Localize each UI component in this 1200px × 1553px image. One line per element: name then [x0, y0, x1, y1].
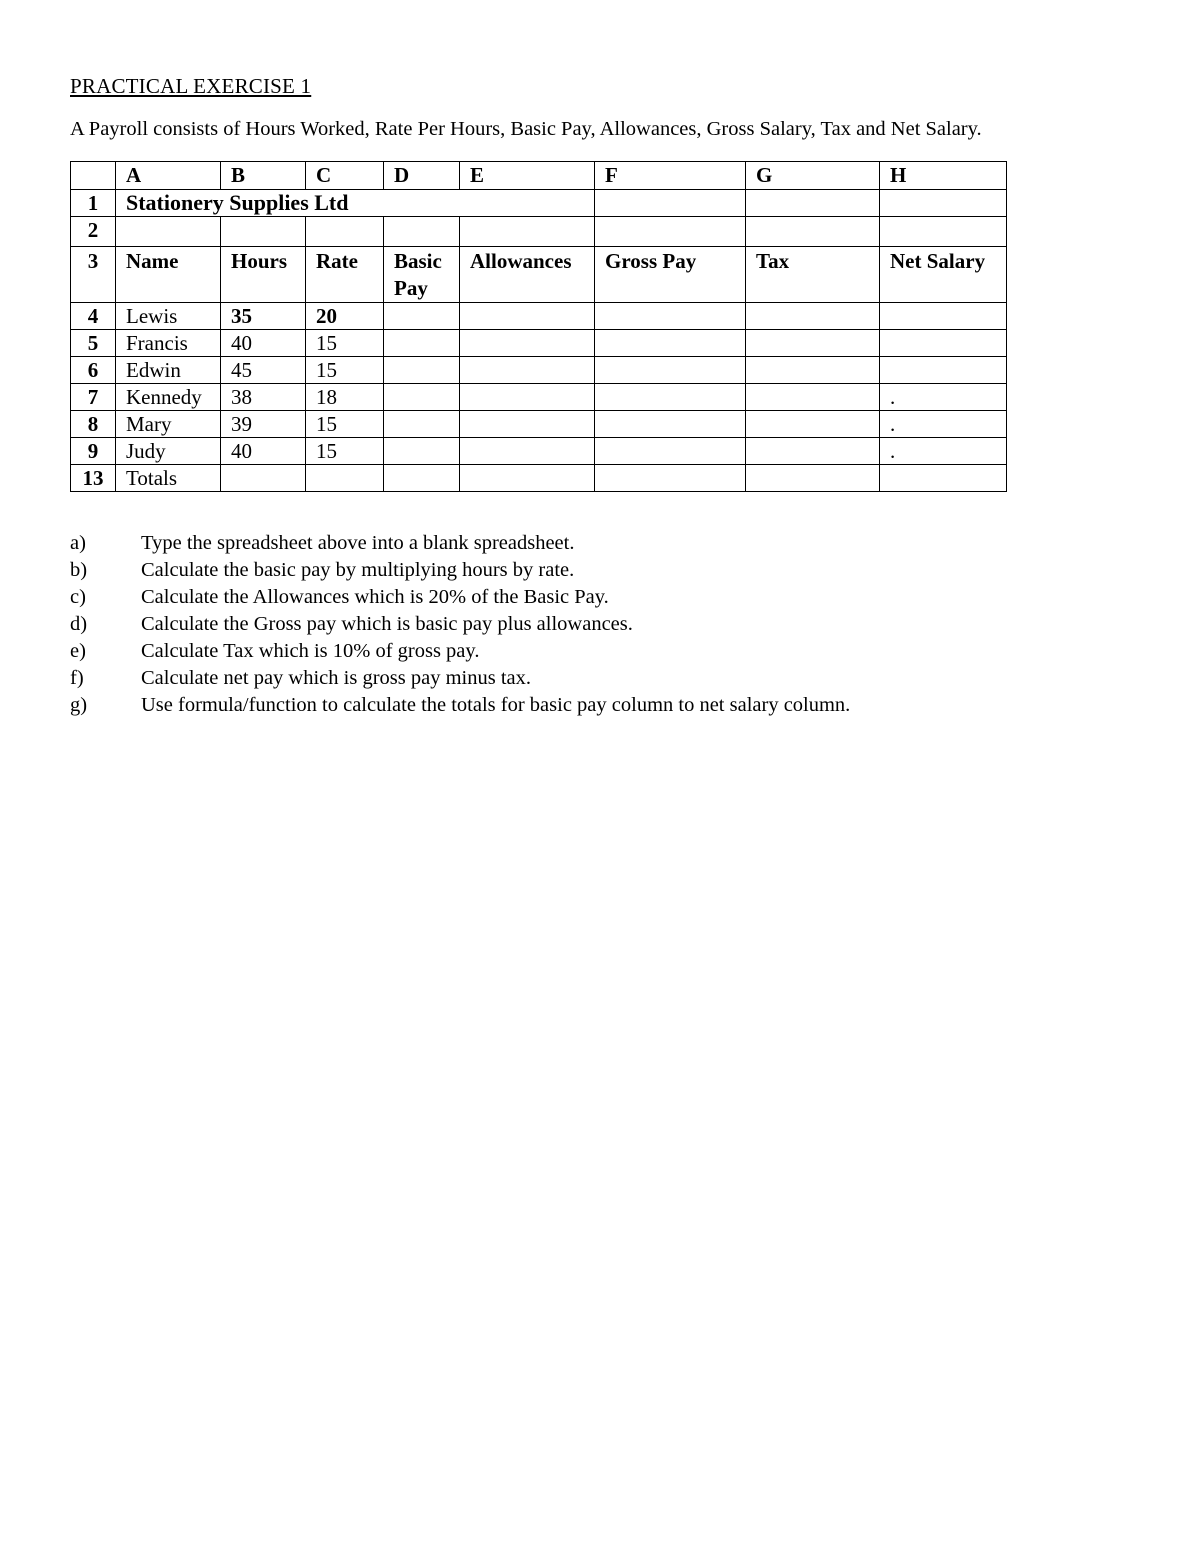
row-number: 13: [71, 465, 116, 492]
empty-cell: [460, 303, 595, 330]
task-label: a): [70, 532, 86, 554]
task-text: Calculate the Allowances which is 20% of the Basic Pay.: [141, 586, 609, 608]
empty-cell: [595, 357, 746, 384]
empty-cell: [746, 357, 880, 384]
list-item: [70, 692, 850, 719]
rate-cell: 18: [306, 384, 384, 411]
net-salary-cell: .: [880, 411, 1007, 438]
empty-cell: [595, 303, 746, 330]
list-item: [70, 611, 850, 638]
task-text: Calculate the Gross pay which is basic pay plus allowances.: [141, 613, 633, 635]
list-item: [70, 638, 850, 665]
empty-cell: [221, 465, 306, 492]
empty-cell: [306, 465, 384, 492]
name-cell: Judy: [116, 438, 221, 465]
row-number: 7: [71, 384, 116, 411]
rate-cell: 15: [306, 357, 384, 384]
list-item: [70, 584, 850, 611]
empty-cell: [384, 303, 460, 330]
row-number: 6: [71, 357, 116, 384]
empty-cell: [384, 411, 460, 438]
name-cell: Francis: [116, 330, 221, 357]
name-cell: Edwin: [116, 357, 221, 384]
row-number: 8: [71, 411, 116, 438]
list-item: [70, 557, 850, 584]
hours-cell: 38: [221, 384, 306, 411]
rate-cell: 15: [306, 438, 384, 465]
header-cell-net-salary: Net Salary: [880, 247, 1007, 303]
header-cell-hours: Hours: [221, 247, 306, 303]
empty-cell: [384, 357, 460, 384]
empty-cell: [460, 330, 595, 357]
empty-cell: [595, 411, 746, 438]
empty-cell: [746, 190, 880, 217]
column-letter: H: [880, 162, 1007, 190]
empty-cell: [460, 357, 595, 384]
empty-cell: [746, 411, 880, 438]
table-row: [71, 438, 1007, 465]
company-row: [71, 190, 1007, 217]
task-label: b): [70, 559, 88, 581]
task-text: Calculate the basic pay by multiplying hours by rate.: [141, 559, 575, 581]
task-label: f): [70, 667, 84, 689]
row-number: 5: [71, 330, 116, 357]
column-letter: G: [746, 162, 880, 190]
empty-cell: [880, 217, 1007, 247]
table-row: [71, 330, 1007, 357]
empty-cell: [595, 384, 746, 411]
empty-cell: [595, 190, 746, 217]
empty-cell: [384, 330, 460, 357]
task-text: Use formula/function to calculate the totals for basic pay column to net salary column.: [141, 694, 851, 716]
list-item: [70, 665, 850, 692]
header-cell-allowances: Allowances: [460, 247, 595, 303]
name-cell: Mary: [116, 411, 221, 438]
intro-text: A Payroll consists of Hours Worked, Rate Per Hours, Basic Pay, Allowances, Gross Salary, Tax and Net Salary.: [70, 118, 982, 140]
hours-cell: 40: [221, 438, 306, 465]
task-text: Type the spreadsheet above into a blank spreadsheet.: [141, 532, 575, 554]
net-salary-cell: [880, 303, 1007, 330]
empty-cell: [460, 217, 595, 247]
empty-cell: [306, 217, 384, 247]
column-letter-row: [71, 162, 1007, 190]
header-cell-tax: Tax: [746, 247, 880, 303]
list-item: [70, 530, 850, 557]
task-text: Calculate net pay which is gross pay minus tax.: [141, 667, 531, 689]
table-row: [71, 357, 1007, 384]
column-letter: E: [460, 162, 595, 190]
task-label: e): [70, 640, 86, 662]
hours-cell: 35: [221, 303, 306, 330]
empty-cell: [746, 438, 880, 465]
header-cell-name: Name: [116, 247, 221, 303]
net-salary-cell: [880, 330, 1007, 357]
header-cell-rate: Rate: [306, 247, 384, 303]
empty-cell: [384, 438, 460, 465]
company-name: Stationery Supplies Ltd: [116, 190, 595, 217]
table-row: [71, 303, 1007, 330]
column-letter: C: [306, 162, 384, 190]
empty-cell: [880, 465, 1007, 492]
hours-cell: 45: [221, 357, 306, 384]
task-text: Calculate Tax which is 10% of gross pay.: [141, 640, 480, 662]
rate-cell: 15: [306, 330, 384, 357]
payroll-table: [70, 161, 1007, 492]
task-label: g): [70, 694, 88, 716]
empty-cell: [116, 217, 221, 247]
totals-row: [71, 465, 1007, 492]
header-row: [71, 247, 1007, 303]
column-letter: B: [221, 162, 306, 190]
empty-cell: [460, 465, 595, 492]
page-title: PRACTICAL EXERCISE 1: [70, 74, 312, 98]
totals-label: Totals: [116, 465, 221, 492]
empty-cell: [595, 330, 746, 357]
name-cell: Kennedy: [116, 384, 221, 411]
hours-cell: 39: [221, 411, 306, 438]
empty-cell: [746, 303, 880, 330]
rate-cell: 20: [306, 303, 384, 330]
net-salary-cell: .: [880, 438, 1007, 465]
name-cell: Lewis: [116, 303, 221, 330]
column-letter: A: [116, 162, 221, 190]
row-number: 2: [71, 217, 116, 247]
empty-cell: [880, 190, 1007, 217]
blank-row: [71, 217, 1007, 247]
task-label: c): [70, 586, 86, 608]
empty-cell: [746, 465, 880, 492]
empty-cell: [746, 330, 880, 357]
empty-cell: [595, 217, 746, 247]
rate-cell: 15: [306, 411, 384, 438]
empty-cell: [221, 217, 306, 247]
table-row: [71, 411, 1007, 438]
net-salary-cell: [880, 357, 1007, 384]
empty-cell: [746, 217, 880, 247]
empty-cell: [746, 384, 880, 411]
empty-cell: [460, 438, 595, 465]
row-number: 3: [71, 247, 116, 303]
row-number: 1: [71, 190, 116, 217]
header-cell-basic-pay: Basic Pay: [384, 247, 460, 303]
empty-cell: [384, 384, 460, 411]
table-row: [71, 384, 1007, 411]
net-salary-cell: .: [880, 384, 1007, 411]
hours-cell: 40: [221, 330, 306, 357]
row-number: 9: [71, 438, 116, 465]
column-letter: D: [384, 162, 460, 190]
empty-cell: [460, 384, 595, 411]
empty-cell: [384, 217, 460, 247]
column-letter: F: [595, 162, 746, 190]
empty-cell: [595, 438, 746, 465]
header-cell-gross-pay: Gross Pay: [595, 247, 746, 303]
empty-cell: [460, 411, 595, 438]
empty-cell: [384, 465, 460, 492]
task-label: d): [70, 613, 88, 635]
row-number: 4: [71, 303, 116, 330]
task-list: [70, 530, 850, 719]
corner-cell: [71, 162, 116, 190]
empty-cell: [595, 465, 746, 492]
